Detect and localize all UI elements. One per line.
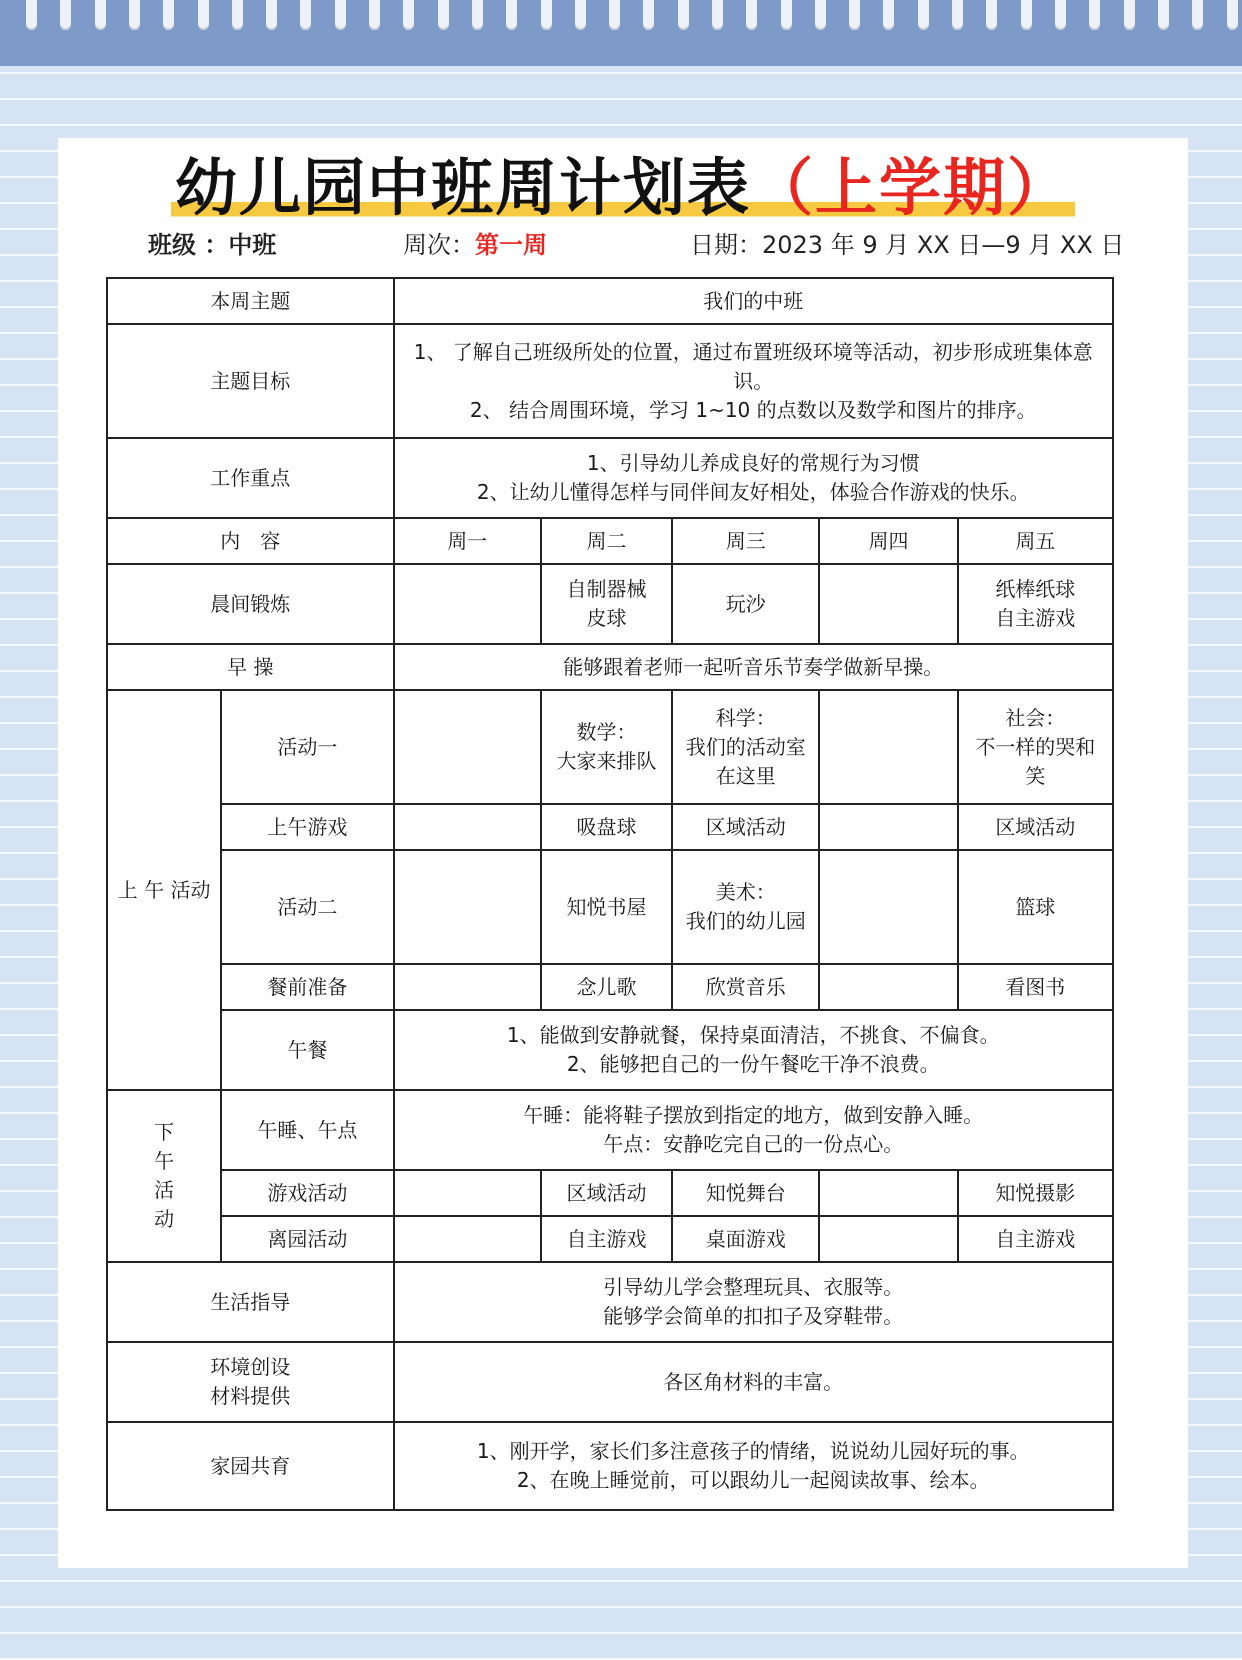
table-row (107, 278, 1113, 324)
binder-ring (643, 0, 654, 30)
binder-ring (472, 0, 483, 30)
table-cell (394, 804, 541, 850)
date-info: 日期：2023 年 9 月 XX 日—9 月 XX 日 (690, 231, 1125, 259)
theme-value: 我们的中班 (394, 278, 1113, 324)
row-label: 活动一 (221, 690, 393, 804)
binder-ring (95, 0, 106, 30)
theme-label: 本周主题 (107, 278, 394, 324)
binder-ring (403, 0, 414, 30)
day-header: 周三 (672, 518, 819, 564)
title-semester: （上学期） (751, 151, 1072, 224)
table-row (107, 690, 1113, 804)
binder-ring (266, 0, 277, 30)
table-cell (394, 690, 541, 804)
table-row (107, 1342, 1113, 1422)
table-cell: 区域活动 (958, 804, 1113, 850)
day-header: 周四 (819, 518, 957, 564)
binder-ring (849, 0, 860, 30)
table-cell (819, 690, 957, 804)
binder-ring (746, 0, 757, 30)
table-cell: 自制器械 皮球 (541, 564, 672, 644)
table-cell: 桌面游戏 (672, 1216, 819, 1262)
row-label: 离园活动 (221, 1216, 393, 1262)
binder-ring (986, 0, 997, 30)
table-cell: 篮球 (958, 850, 1113, 964)
table-cell: 自主游戏 (958, 1216, 1113, 1262)
table-cell: 知悦摄影 (958, 1170, 1113, 1216)
binder-strip (0, 0, 1242, 66)
day-header: 周二 (541, 518, 672, 564)
table-cell: 吸盘球 (541, 804, 672, 850)
week-info (403, 230, 547, 260)
merged-cell: 1、能做到安静就餐，保持桌面清洁，不挑食、不偏食。 2、能够把自己的一份午餐吃干净不浪费。 (394, 1010, 1113, 1090)
table-cell (394, 964, 541, 1010)
title-highlight (171, 151, 1075, 224)
day-header: 周一 (394, 518, 541, 564)
row-label: 餐前准备 (221, 964, 393, 1010)
group-label-afternoon-text: 下 午 活 动 (154, 1120, 175, 1231)
table-row (107, 804, 1113, 850)
table-cell: 区域活动 (672, 804, 819, 850)
table-row (107, 518, 1113, 564)
merged-cell: 1、刚开学，家长们多注意孩子的情绪，说说幼儿园好玩的事。 2、在晚上睡觉前，可以跟幼儿一起阅读故事、绘本。 (394, 1422, 1113, 1510)
binder-ring (438, 0, 449, 30)
table-row (107, 1010, 1113, 1090)
binder-ring (678, 0, 689, 30)
table-cell: 区域活动 (541, 1170, 672, 1216)
row-label: 早 操 (107, 644, 394, 690)
table-row (107, 644, 1113, 690)
binder-ring (26, 0, 37, 30)
goal-value: 1、 了解自己班级所处的位置，通过布置班级环境等活动，初步形成班集体意识。 2、 结合周围环境，学习 1~10 的点数以及数学和图片的排序。 (394, 324, 1113, 438)
binder-ring (335, 0, 346, 30)
class-label: 班级 ： (148, 231, 229, 259)
row-label: 环境创设 材料提供 (107, 1342, 394, 1422)
table-row (107, 1216, 1113, 1262)
page-title (58, 148, 1188, 228)
row-label: 生活指导 (107, 1262, 394, 1342)
row-label: 上午游戏 (221, 804, 393, 850)
binder-ring (1192, 0, 1203, 30)
binder-ring (129, 0, 140, 30)
table-cell (394, 850, 541, 964)
table-cell: 知悦书屋 (541, 850, 672, 964)
table-row (107, 1422, 1113, 1510)
plan-sheet (58, 138, 1188, 1568)
group-label-afternoon (107, 1090, 221, 1262)
table-cell (394, 564, 541, 644)
table-cell: 科学： 我们的活动室 在这里 (672, 690, 819, 804)
merged-cell: 引导幼儿学会整理玩具、衣服等。 能够学会简单的扣扣子及穿鞋带。 (394, 1262, 1113, 1342)
row-label: 活动二 (221, 850, 393, 964)
table-cell: 自主游戏 (541, 1216, 672, 1262)
table-cell (819, 1216, 957, 1262)
table-row (107, 438, 1113, 518)
table-cell: 纸棒纸球 自主游戏 (958, 564, 1113, 644)
table-cell: 美术： 我们的幼儿园 (672, 850, 819, 964)
table-cell (819, 804, 957, 850)
binder-ring (1227, 0, 1238, 30)
table-cell (819, 564, 957, 644)
content-label: 内 容 (107, 518, 394, 564)
binder-ring (198, 0, 209, 30)
table-row (107, 1262, 1113, 1342)
table-cell: 欣赏音乐 (672, 964, 819, 1010)
table-cell: 念儿歌 (541, 964, 672, 1010)
table-cell: 数学： 大家来排队 (541, 690, 672, 804)
focus-value: 1、引导幼儿养成良好的常规行为习惯 2、让幼儿懂得怎样与同伴间友好相处，体验合作游戏的快乐。 (394, 438, 1113, 518)
merged-cell: 能够跟着老师一起听音乐节奏学做新早操。 (394, 644, 1113, 690)
merged-cell: 各区角材料的丰富。 (394, 1342, 1113, 1422)
binder-ring (712, 0, 723, 30)
binder-ring (883, 0, 894, 30)
binder-ring (918, 0, 929, 30)
row-label: 晨间锻炼 (107, 564, 394, 644)
binder-ring (815, 0, 826, 30)
table-cell (394, 1216, 541, 1262)
title-main: 幼儿园中班周计划表 (174, 151, 751, 224)
binder-ring (609, 0, 620, 30)
table-cell: 社会： 不一样的哭和 笑 (958, 690, 1113, 804)
day-header: 周五 (958, 518, 1113, 564)
row-label: 家园共育 (107, 1422, 394, 1510)
row-label: 午睡、午点 (221, 1090, 393, 1170)
focus-label: 工作重点 (107, 438, 394, 518)
table-row (107, 564, 1113, 644)
page-bottom-margin (0, 1568, 1242, 1660)
binder-ring (1158, 0, 1169, 30)
binder-ring (163, 0, 174, 30)
binder-ring (1021, 0, 1032, 30)
week-value: 第一周 (475, 231, 547, 259)
table-cell (819, 850, 957, 964)
table-cell: 看图书 (958, 964, 1113, 1010)
binder-ring (952, 0, 963, 30)
row-label: 午餐 (221, 1010, 393, 1090)
binder-ring (300, 0, 311, 30)
binder-ring (541, 0, 552, 30)
binder-ring (506, 0, 517, 30)
week-label: 周次： (403, 231, 475, 259)
table-row (107, 1090, 1113, 1170)
binder-ring (369, 0, 380, 30)
table-row (107, 1170, 1113, 1216)
merged-cell: 午睡：能将鞋子摆放到指定的地方，做到安静入睡。 午点：安静吃完自己的一份点心。 (394, 1090, 1113, 1170)
weekly-plan-table (106, 277, 1114, 1511)
table-cell: 玩沙 (672, 564, 819, 644)
goal-label: 主题目标 (107, 324, 394, 438)
binder-ring (1055, 0, 1066, 30)
table-cell (819, 964, 957, 1010)
class-value: 中班 (228, 231, 277, 259)
table-cell (394, 1170, 541, 1216)
group-label-morning: 上 午 活动 (107, 690, 221, 1090)
row-label: 游戏活动 (221, 1170, 393, 1216)
table-cell (819, 1170, 957, 1216)
table-row (107, 850, 1113, 964)
binder-ring (60, 0, 71, 30)
binder-ring (781, 0, 792, 30)
binder-ring (1124, 0, 1135, 30)
binder-ring (1089, 0, 1100, 30)
binder-ring (232, 0, 243, 30)
table-row (107, 964, 1113, 1010)
table-cell: 知悦舞台 (672, 1170, 819, 1216)
class-info (148, 230, 276, 260)
binder-ring (575, 0, 586, 30)
table-row (107, 324, 1113, 438)
